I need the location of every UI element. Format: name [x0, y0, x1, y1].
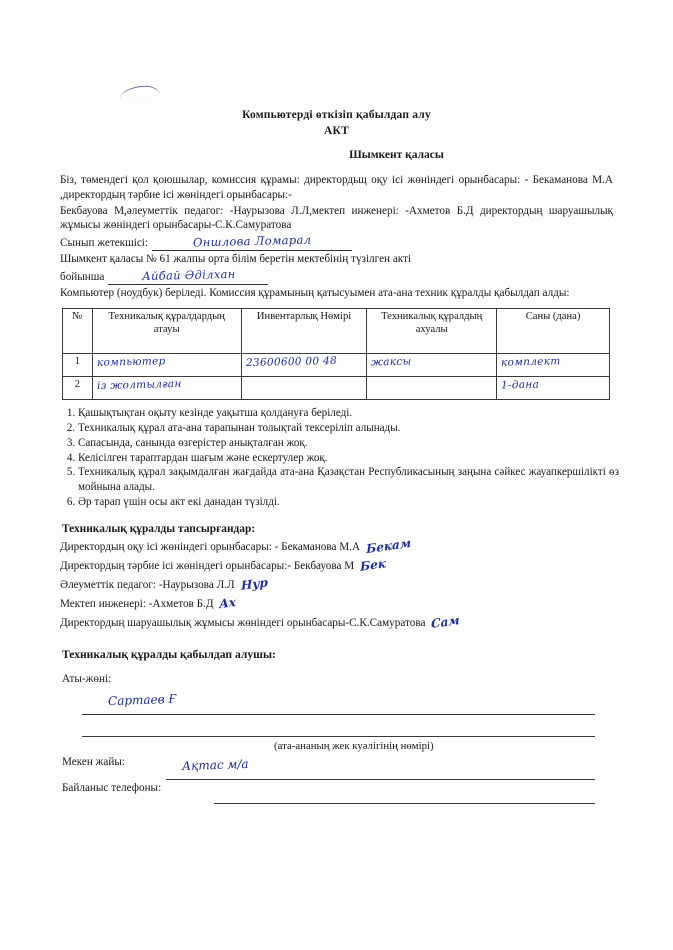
signature-mark-3: Нур — [240, 574, 268, 593]
list-item: 3. Сапасында, санында өзгерістер анықталған жоқ. — [78, 436, 619, 451]
row2-no: 2 — [63, 377, 93, 400]
handover-heading: Техникалық құралды тапсырғандар: — [62, 522, 256, 535]
row2-qty — [497, 377, 610, 400]
signature-row — [60, 613, 673, 632]
table-header-no: № — [63, 309, 93, 354]
receiver-name-label: Аты-жөні: — [62, 672, 112, 685]
handover-signatures — [0, 537, 673, 632]
intro-paragraph-6: Компьютер (ноудбук) беріледі. Комиссия құрамының қатысуымен ата-ана техник құралды қабылдап алды: — [60, 286, 570, 299]
table-header-state: Техникалық құралдың ахуалы — [367, 309, 497, 354]
school-line: Шымкент қаласы № 61 жалпы орта білім беретін мектебінің түзілген акті — [60, 252, 412, 265]
signer-label-4: Мектеп инженері: -Ахметов Б.Д — [60, 597, 214, 610]
signature-mark-4: Ах — [219, 594, 237, 611]
row2-qty-handwriting: 1-дана — [500, 378, 540, 392]
table-row — [63, 354, 610, 377]
homeroom-teacher-row — [60, 234, 613, 251]
receiver-address-field[interactable] — [62, 756, 673, 782]
title-line-2: АКТ — [324, 124, 349, 137]
receiver-phone-label: Байланыс телефоны: — [62, 781, 162, 794]
list-item: 1. Қашықтықтан оқыту кезінде уақытша қолдануға беріледі. — [78, 406, 619, 421]
signature-row — [60, 537, 673, 556]
row1-qty — [497, 354, 610, 377]
row2-state — [367, 377, 497, 400]
row2-inventory — [241, 377, 366, 400]
signature-row — [60, 556, 673, 575]
homeroom-teacher-handwriting: Оншлова Ломарал — [192, 232, 312, 250]
list-item: 5. Техникалық құрал зақымдалған жағдайда ата-ана Қазақстан Республикасының заңына сәйкес жауапкершілікті өз мойнына алады. — [78, 465, 619, 495]
receiver-name-handwriting: Сартаев Ғ — [107, 691, 177, 708]
table-header-qty: Саны (дана) — [497, 309, 610, 354]
signature-mark-1: Бекам — [366, 535, 412, 556]
row1-state — [367, 354, 497, 377]
signature-mark-5: Сам — [431, 612, 461, 631]
receiver-phone-field[interactable] — [62, 782, 673, 806]
receiver-fields — [0, 673, 673, 806]
according-to-handwriting: Айбай Әділхан — [141, 266, 236, 283]
receiver-address-handwriting: Ақтас м/а — [181, 756, 249, 773]
list-item: 2. Техникалық құрал ата-ана тарапынан толықтай тексеріліп алынады. — [78, 421, 619, 436]
table-header-row — [63, 309, 610, 354]
table-header-inventory: Инвентарлық Нөмірі — [241, 309, 366, 354]
title-line-1: Компьютерді өткізіп қабылдап алу — [242, 109, 431, 121]
document-title — [0, 108, 673, 139]
list-item: 4. Келісілген тараптардан шағым және ескертулер жоқ. — [78, 451, 619, 466]
receiver-name-label-line — [62, 673, 673, 693]
row1-qty-handwriting: комплект — [500, 355, 561, 370]
according-to-row — [60, 268, 613, 285]
row2-name-handwriting: із жолтылған — [96, 378, 182, 393]
receiver-id-field[interactable] — [62, 717, 673, 739]
table-header-name: Техникалық құралдардың атауы — [92, 309, 241, 354]
signature-row — [60, 594, 673, 613]
conditions-list — [0, 406, 673, 509]
row1-inventory-handwriting: 23600600 00 48 — [245, 355, 338, 370]
signature-row — [60, 575, 673, 594]
signer-label-2: Директордың тәрбие ісі жөніндегі орынбасары:- Бекбауова М — [60, 559, 355, 572]
receiver-name-field[interactable] — [62, 693, 673, 717]
receiver-id-hint: (ата-ананың жек куәлігінің нөмірі) — [274, 739, 434, 752]
row1-name — [92, 354, 241, 377]
homeroom-teacher-fill — [152, 234, 352, 251]
list-item: 6. Әр тарап үшін осы акт екі данадан түзілді. — [78, 495, 619, 510]
row1-name-handwriting: компьютер — [96, 355, 166, 370]
city-label: Шымкент қаласы — [349, 149, 444, 162]
table-row — [63, 377, 610, 400]
intro-paragraph-2: Бекбауова М,әлеуметтік педагог: -Наурызова Л.Л,мектеп инженері: -Ахметов Б.Д директордың шаруашылық жұмысы жөніндегі орынбасары-С.К.Самуратова — [60, 204, 613, 232]
according-to-label: бойынша — [60, 270, 105, 283]
intro-section — [0, 173, 673, 300]
signer-label-5: Директордың шаруашылық жұмысы жөніндегі орынбасары-С.К.Самуратова — [60, 616, 426, 629]
signer-label-3: Әлеуметтік педагог: -Наурызова Л.Л — [60, 578, 235, 591]
row1-inventory — [241, 354, 366, 377]
receiver-address-label: Мекен жайы: — [62, 755, 125, 768]
signature-mark-2: Бек — [360, 555, 387, 574]
receiver-heading: Техникалық құралды қабылдап алушы: — [62, 647, 276, 661]
signer-label-1: Директордың оқу ісі жөніндегі орынбасары: - Бекаманова М.А — [60, 540, 361, 553]
row1-state-handwriting: жаксы — [371, 355, 412, 369]
equipment-table — [62, 308, 610, 400]
according-to-fill — [108, 268, 268, 285]
row2-name — [92, 377, 241, 400]
homeroom-teacher-label: Сынып жетекшісі: — [60, 237, 149, 250]
intro-paragraph-1: Біз, төмендегі қол қоюшылар, комиссия құрамы: директордьщ оқу ісі жөніндегі орынбасары: - Бекаманова М.А ,директордың тәрбие ісі жөніндегі орынбасары:- — [60, 174, 613, 201]
row1-no: 1 — [63, 354, 93, 377]
